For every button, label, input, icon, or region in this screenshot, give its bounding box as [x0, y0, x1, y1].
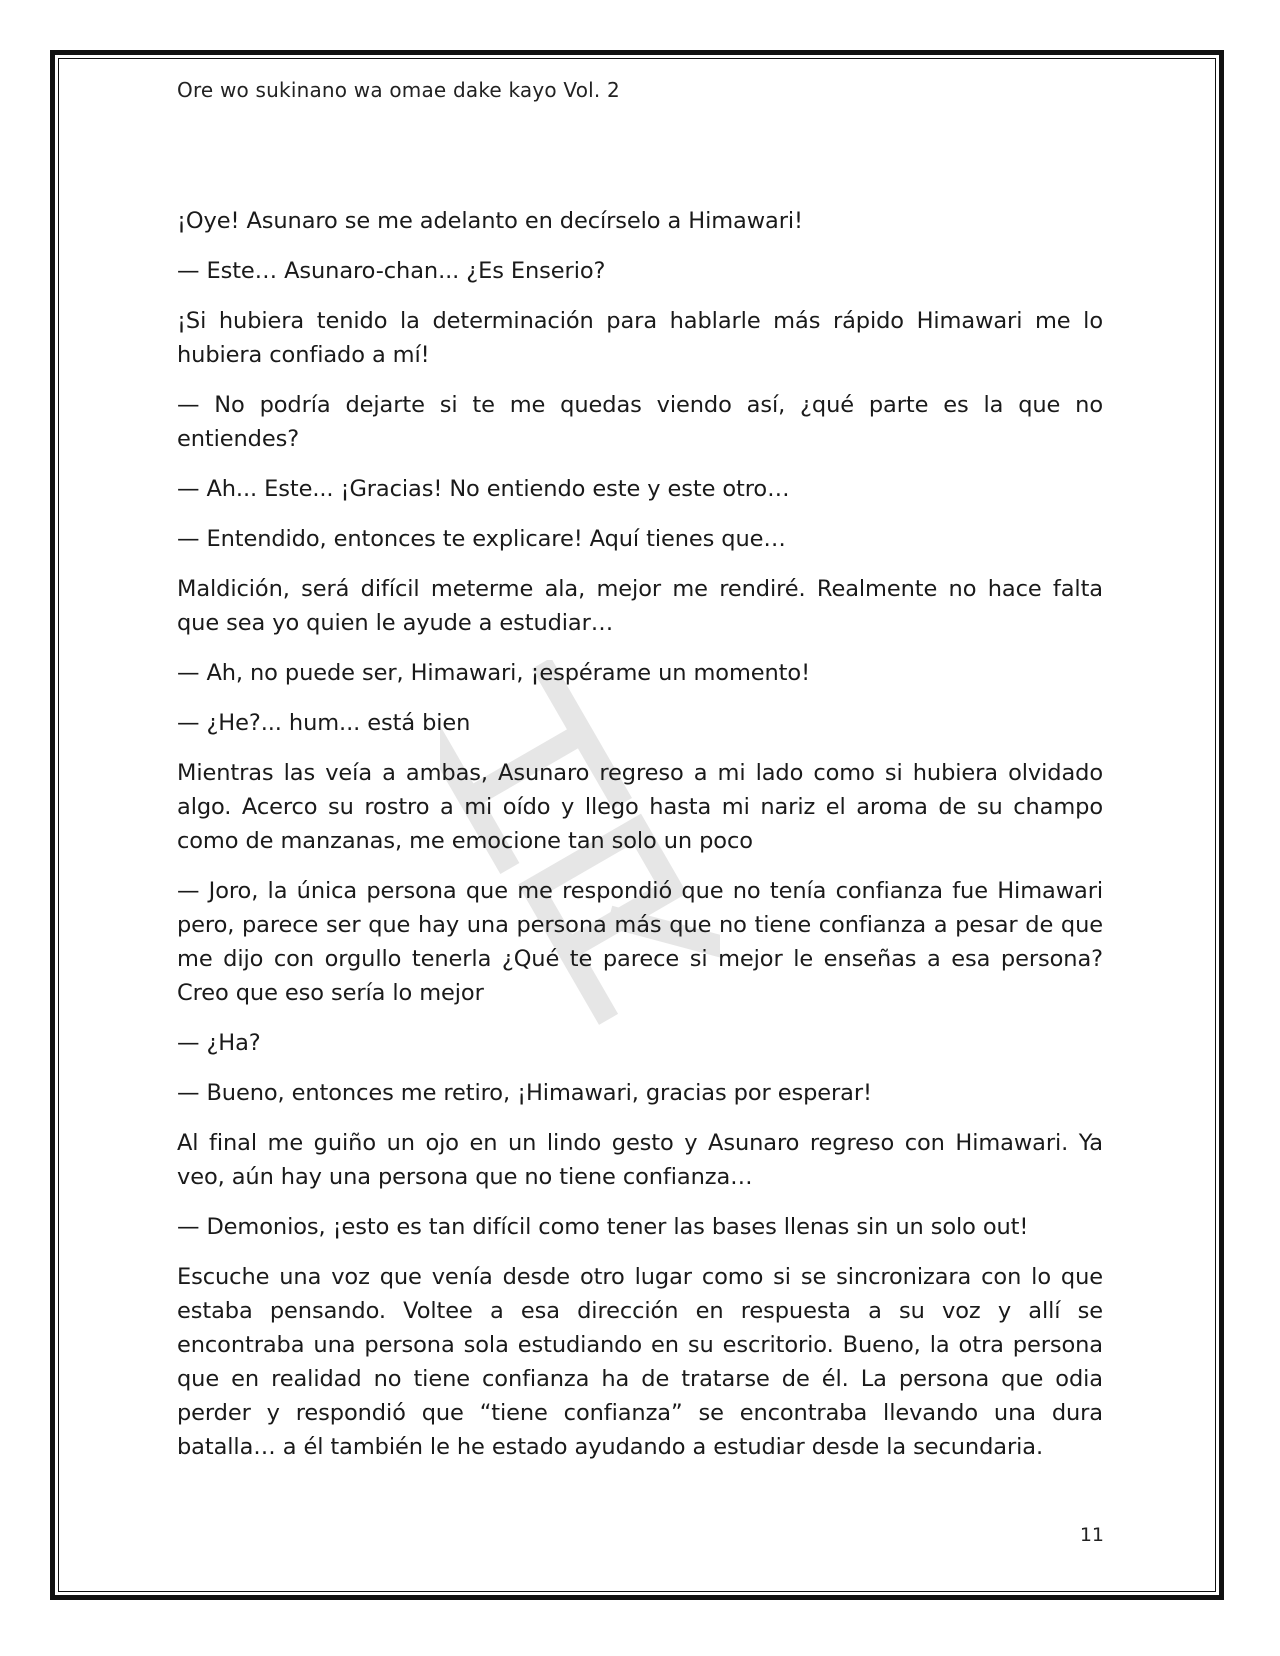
page-body: [177, 204, 1103, 1480]
paragraph: — Joro, la única persona que me respondió que no tenía confianza fue Himawari pero, parece ser que hay una persona más que no tiene confianza a pesar de que me dijo con orgullo tenerla ¿Qué te parece si mejor le enseñas a esa persona? Creo que eso sería lo mejor: [177, 878, 1103, 1006]
paragraph: ¡Si hubiera tenido la determinación para hablarle más rápido Himawari me lo hubiera confiado a mí!: [177, 308, 1103, 368]
page-number: 11: [1079, 1524, 1104, 1546]
paragraph: — Demonios, ¡esto es tan difícil como tener las bases llenas sin un solo out!: [177, 1214, 1029, 1240]
paragraph: — No podría dejarte si te me quedas viendo así, ¿qué parte es la que no entiendes?: [177, 392, 1103, 452]
paragraph: Mientras las veía a ambas, Asunaro regreso a mi lado como si hubiera olvidado algo. Acerco su rostro a mi oído y llego hasta mi nariz el aroma de su champo como de manzanas, me emocione tan solo un poco: [177, 760, 1103, 854]
paragraph: — Ah... Este... ¡Gracias! No entiendo este y este otro…: [177, 476, 790, 502]
paragraph: Al final me guiño un ojo en un lindo gesto y Asunaro regreso con Himawari. Ya veo, aún hay una persona que no tiene confianza…: [177, 1130, 1103, 1190]
paragraph: — Entendido, entonces te explicare! Aquí tienes que…: [177, 526, 786, 552]
paragraph: ¡Oye! Asunaro se me adelanto en decírselo a Himawari!: [177, 208, 803, 234]
paragraph: Maldición, será difícil meterme ala, mejor me rendiré. Realmente no hace falta que sea yo quien le ayude a estudiar…: [177, 576, 1103, 636]
paragraph: Escuche una voz que venía desde otro lugar como si se sincronizara con lo que estaba pensando. Voltee a esa dirección en respuesta a su voz y allí se encontraba una persona sola estudiando en su escritorio. Bueno, la otra persona que en realidad no tiene confianza ha de tratarse de él. La persona que odia perder y respondió que “tiene confianza” se encontraba llevando una dura batalla… a él también le he estado ayudando a estudiar desde la secundaria.: [177, 1264, 1103, 1460]
paragraph: — Ah, no puede ser, Himawari, ¡espérame un momento!: [177, 660, 810, 686]
paragraph: — ¿Ha?: [177, 1030, 261, 1056]
paragraph: — ¿He?... hum... está bien: [177, 710, 471, 736]
paragraph: — Este… Asunaro-chan... ¿Es Enserio?: [177, 258, 606, 284]
paragraph: — Bueno, entonces me retiro, ¡Himawari, gracias por esperar!: [177, 1080, 872, 1106]
running-header: Ore wo sukinano wa omae dake kayo Vol. 2: [177, 78, 620, 102]
